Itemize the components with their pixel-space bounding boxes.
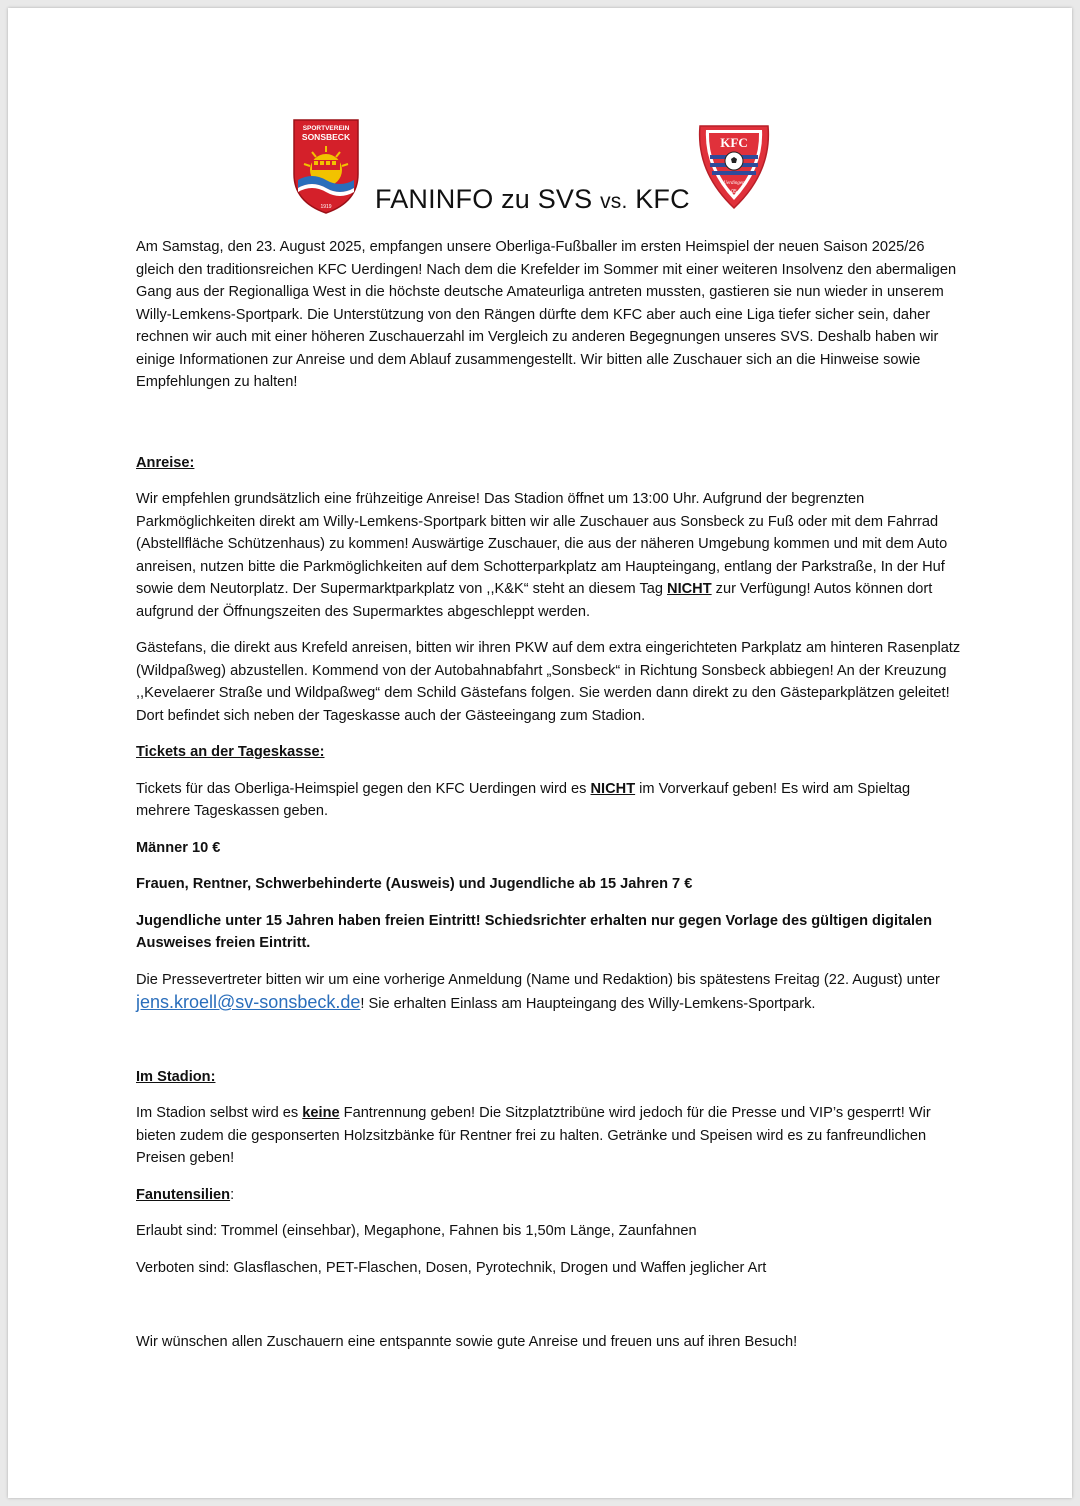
kfc-logo-text: KFC (720, 135, 748, 150)
stadion-text-after: Fantrennung geben! Die Sitzplatztribüne wird jedoch für die Presse und VIP’s gesperrt! Wir bieten zudem die gesponserten Holzsitzbänke für Rentner frei zu halten. Getränke und Speisen wird es zu fanfreundlichen Preisen geben! (136, 1105, 931, 1166)
crest-top-text: SPORTVEREIN (302, 125, 350, 132)
title-vs: vs. (600, 190, 628, 213)
document-page (8, 8, 1072, 1498)
sv-sonsbeck-crest-logo (290, 116, 362, 216)
document-header (8, 8, 1072, 228)
price-reduced: Frauen, Rentner, Schwerbehinderte (Ausweis) und Jugendliche ab 15 Jahren 7 € (136, 876, 693, 892)
press-text-after: ! Sie erhalten Einlass am Haupteingang des Willy-Lemkens-Sportpark. (360, 996, 816, 1012)
forbidden-items: Verboten sind: Glasflaschen, PET-Flaschen, Dosen, Pyrotechnik, Drogen und Waffen jeglicher Art (136, 1259, 767, 1276)
stadion-paragraph (136, 1102, 966, 1170)
intro-paragraph: Am Samstag, den 23. August 2025, empfangen unsere Oberliga-Fußballer im ersten Heimspiel der neuen Saison 2025/26 gleich den traditionsreichen KFC Uerdingen! Nach dem die Krefelder im Sommer mit einer weiteren Insolvenz den abermaligen Gang aus der Regionalliga West in die höchste deutsche Amateurliga antreten mussten, gastieren sie nun wieder in unserem Willy-Lemkens-Sportpark. Die Unterstützung von den Rängen dürfte dem KFC aber auch eine Liga tiefer sicher sein, daher rechnen wir auch mit einer höheren Zuschauerzahl im Vergleich zu anderen Begegnungen unseres SVS. Deshalb haben wir einige Informationen zur Anreise und dem Ablauf zusammengestellt. Wir bitten alle Zuschauer sich an die Hinweise sowie Empfehlungen zu halten! (136, 239, 957, 390)
kfc-uerdingen-crest-logo (696, 122, 772, 212)
crest-year-text: 1919 (320, 204, 332, 210)
section-heading-tickets: Tickets an der Tageskasse: (136, 744, 325, 760)
section-heading-fanutensilien (136, 1184, 966, 1207)
press-paragraph (136, 969, 966, 1016)
press-text: Die Pressevertreter bitten wir um eine vorherige Anmeldung (Name und Redaktion) bis spätestens Freitag (22. August) unter (136, 971, 940, 988)
fanutensilien-heading-colon: : (230, 1186, 235, 1203)
kfc-logo-subtext: Uerdingen (723, 181, 745, 186)
stadion-text: Im Stadion selbst wird es (136, 1105, 303, 1121)
tickets-text-after: im Vorverkauf geben! Es wird am Spieltag mehrere Tageskassen geben. (136, 780, 911, 819)
document-body (136, 236, 966, 1354)
tickets-emphasis: NICHT (590, 780, 636, 797)
tickets-paragraph (136, 778, 966, 823)
crest-name-text: SONSBECK (301, 132, 351, 142)
anreise-p1-emphasis: NICHT (667, 581, 712, 597)
title-main: FANINFO zu SVS (375, 184, 593, 214)
page-title (375, 184, 690, 215)
allowed-items: Erlaubt sind: Trommel (einsehbar), Megaphone, Fahnen bis 1,50m Länge, Zaunfahnen (136, 1223, 697, 1239)
anreise-p1-text-after: zur Verfügung! Autos können dort aufgrund der Öffnungszeiten des Supermarktes abgeschleppt werden. (136, 581, 933, 620)
fanutensilien-heading-text: Fanutensilien (136, 1186, 231, 1203)
tickets-text: Tickets für das Oberliga-Heimspiel gegen den KFC Uerdingen wird es (136, 780, 591, 797)
free-entry-note: Jugendliche unter 15 Jahren haben freien Eintritt! Schiedsrichter erhalten nur gegen Vorlage des gültigen digitalen Ausweises freien Eintritt. (136, 912, 933, 951)
anreise-paragraph-2: Gästefans, die direkt aus Krefeld anreisen, bitten wir ihren PKW auf dem extra eingerichteten Parkplatz am hinteren Rasenplatz (Wildpaßweg) abzustellen. Kommend von der Autobahnabfahrt „Sonsbeck“ in Richtung Sonsbeck abbiegen! An der Kreuzung ,,Kevelaerer Straße und Wildpaßweg“ dem Schild Gästefans folgen. Sie werden dann direkt zu den Gästeparkplätzen geleitet! Dort befindet sich neben der Tageskasse auch der Gästeeingang zum Stadion. (136, 640, 961, 724)
closing-paragraph: Wir wünschen allen Zuschauern eine entspannte sowie gute Anreise und freuen uns auf ihren Besuch! (136, 1334, 798, 1350)
anreise-paragraph-1 (136, 488, 966, 623)
stadion-emphasis: keine (302, 1105, 340, 1121)
press-email-link[interactable]: jens.kroell@sv-sonsbeck.de (136, 992, 361, 1012)
section-heading-stadion: Im Stadion: (136, 1068, 216, 1085)
section-heading-anreise: Anreise: (136, 454, 195, 471)
kfc-logo-year: 05 (731, 189, 737, 195)
anreise-p1-text: Wir empfehlen grundsätzlich eine frühzeitige Anreise! Das Stadion öffnet um 13:00 Uhr. Aufgrund der begrenzten Parkmöglichkeiten direkt am Willy-Lemkens-Sportpark bitten wir alle Zuschauer aus Sonsbeck zu Fuß oder mit dem Fahrrad (Abstellfläche Schützenhaus) zu kommen! Auswärtige Zuschauer, die aus der näheren Umgebung kommen und mit dem Auto anreisen, nutzen bitte die Parkmöglichkeiten auf dem Schotterparkplatz am Haupteingang, entlang der Parkstraße, In der Huf sowie dem Neutorplatz. Der Supermarktparkplatz von ,,K&K“ steht an diesem Tag (136, 491, 948, 597)
title-end: KFC (635, 184, 690, 214)
price-men: Männer 10 € (136, 839, 221, 856)
